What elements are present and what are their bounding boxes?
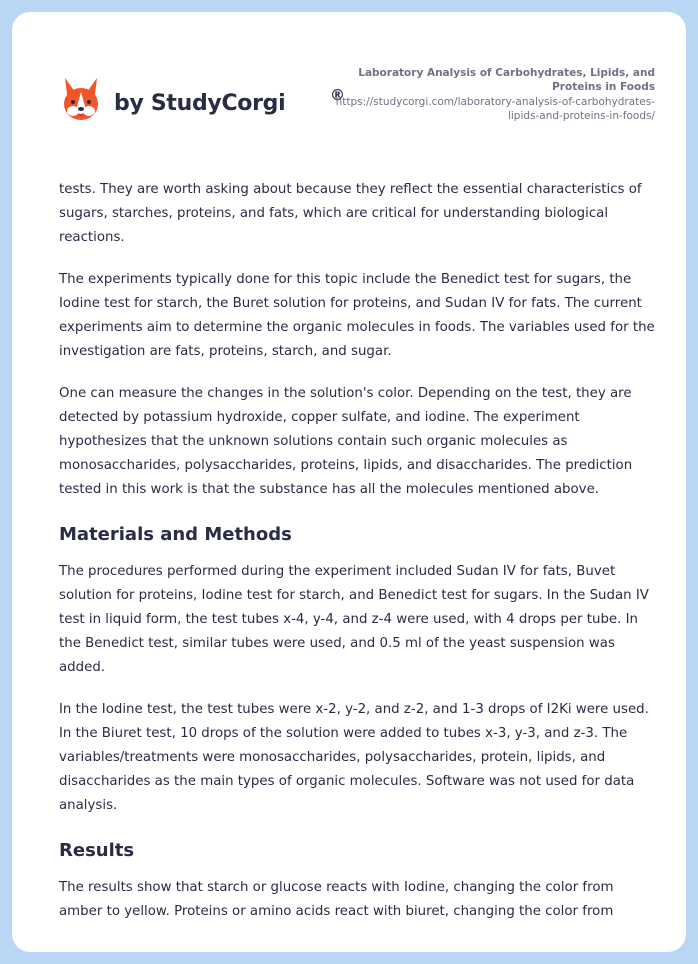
- document-title: [305, 66, 655, 94]
- registered-mark: ®: [330, 86, 345, 104]
- logo-wordmark: by StudyCorgi: [114, 90, 286, 116]
- document-body: [59, 178, 659, 942]
- studycorgi-logo[interactable]: [60, 76, 345, 124]
- document-url-line[interactable]: https://studycorgi.com/laboratory-analysis-of-carbohydrates-: [335, 96, 655, 108]
- document-url[interactable]: [305, 96, 655, 123]
- body-paragraph: In the Iodine test, the test tubes were x-2, y-2, and z-2, and 1-3 drops of I2Ki were used. In the Biuret test, 10 drops of the solution were added to tubes x-3, y-3, and z-3. The variables/treatments were monosaccharides, polysaccharides, protein, lipids, and disaccharides as the main types of organic molecules. Software was not used for data analysis.: [59, 702, 649, 813]
- section-heading-materials-methods: Materials and Methods: [59, 524, 292, 545]
- body-paragraph: The experiments typically done for this topic include the Benedict test for sugars, the Iodine test for starch, the Buret solution for proteins, and Sudan IV for fats. The current experiments aim to determine the organic molecules in foods. The variables used for the investigation are fats, proteins, starch, and sugar.: [59, 272, 655, 359]
- document-page: [12, 12, 686, 952]
- document-title-line: Laboratory Analysis of Carbohydrates, Lipids, and: [358, 67, 655, 79]
- body-paragraph: The results show that starch or glucose reacts with Iodine, changing the color from amber to yellow. Proteins or amino acids react with biuret, changing the color from: [59, 880, 614, 919]
- section-heading-results: Results: [59, 840, 135, 861]
- body-paragraph: One can measure the changes in the solution's color. Depending on the test, they are detected by potassium hydroxide, copper sulfate, and iodine. The experiment hypothesizes that the unknown solutions contain such organic molecules as monosaccharides, polysaccharides, proteins, lipids, and disaccharides. The prediction tested in this work is that the substance has all the molecules mentioned above.: [59, 386, 633, 497]
- corgi-logo-icon: [60, 76, 102, 124]
- document-title-line: Proteins in Foods: [552, 81, 655, 93]
- document-url-line[interactable]: lipids-and-proteins-in-foods/: [507, 109, 655, 122]
- document-header-meta: [305, 66, 655, 123]
- body-paragraph: tests. They are worth asking about because they reflect the essential characteristics of sugars, starches, proteins, and fats, which are critical for understanding biological reactions.: [59, 182, 642, 245]
- body-paragraph: The procedures performed during the experiment included Sudan IV for fats, Buvet solution for proteins, Iodine test for starch, and Benedict test for sugars. In the Sudan IV test in liquid form, the test tubes x-4, y-4, and z-4 were used, with 4 drops per tube. In the Benedict test, similar tubes were used, and 0.5 ml of the yeast suspension was added.: [59, 564, 649, 675]
